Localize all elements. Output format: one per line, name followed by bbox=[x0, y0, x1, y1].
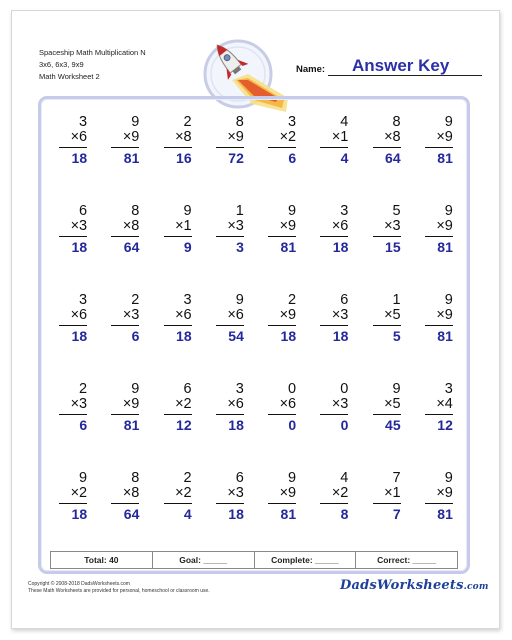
problem-multiplier: ×3 bbox=[216, 486, 244, 504]
problem-stack bbox=[268, 471, 296, 560]
problem-top: 8 bbox=[235, 114, 244, 130]
problem-stack bbox=[164, 382, 192, 471]
problem-answer: 18 bbox=[71, 506, 88, 522]
problem-multiplier: ×3 bbox=[111, 308, 139, 326]
name-field bbox=[296, 56, 486, 76]
problem-multiplier: ×5 bbox=[373, 308, 401, 326]
problem-stack bbox=[425, 204, 453, 293]
copyright-notice bbox=[28, 581, 210, 595]
problem-top: 6 bbox=[235, 470, 244, 486]
problem-stack bbox=[373, 115, 401, 204]
problem-stack bbox=[268, 293, 296, 382]
problem-top: 9 bbox=[444, 470, 453, 486]
problem bbox=[361, 382, 413, 471]
problem-answer: 18 bbox=[176, 328, 192, 344]
problem-answer: 8 bbox=[340, 506, 349, 522]
problem-stack bbox=[111, 115, 139, 204]
usage-line: These Math Worksheets are provided for personal, homeschool or classroom use. bbox=[28, 588, 210, 594]
problem bbox=[413, 471, 465, 560]
problem-top: 0 bbox=[288, 381, 297, 397]
score-bar bbox=[50, 551, 458, 569]
problem-answer: 4 bbox=[340, 150, 349, 166]
problem-answer: 18 bbox=[71, 150, 88, 166]
problem bbox=[361, 115, 413, 204]
problem-answer: 18 bbox=[228, 506, 244, 522]
problem-stack bbox=[320, 115, 348, 204]
problem-top: 9 bbox=[131, 114, 140, 130]
worksheet-facts: 3x6, 6x3, 9x9 bbox=[39, 60, 84, 69]
problem bbox=[99, 382, 151, 471]
problem bbox=[152, 382, 204, 471]
goal-cell: Goal: _____ bbox=[152, 552, 254, 568]
problem-stack bbox=[320, 293, 348, 382]
problem-top: 9 bbox=[444, 292, 453, 308]
problem-top: 6 bbox=[79, 203, 88, 219]
problem bbox=[413, 382, 465, 471]
problem-answer: 81 bbox=[280, 506, 297, 522]
problem-stack bbox=[59, 115, 87, 204]
problem-multiplier: ×2 bbox=[164, 486, 192, 504]
problem-answer: 0 bbox=[340, 417, 349, 433]
problem-top: 3 bbox=[340, 203, 349, 219]
problem bbox=[256, 115, 308, 204]
problem-answer: 12 bbox=[437, 417, 453, 433]
problem-answer: 7 bbox=[392, 506, 401, 522]
problem-top: 2 bbox=[79, 381, 88, 397]
problem bbox=[152, 204, 204, 293]
problem-top: 9 bbox=[288, 203, 297, 219]
problem-multiplier: ×8 bbox=[164, 130, 192, 148]
problem-multiplier: ×2 bbox=[268, 130, 296, 148]
problem bbox=[308, 204, 360, 293]
problems-box bbox=[38, 96, 470, 574]
problem-stack bbox=[425, 382, 453, 471]
problem-top: 6 bbox=[183, 381, 192, 397]
problem-top: 5 bbox=[392, 203, 401, 219]
problem-answer: 6 bbox=[131, 328, 140, 344]
problem-stack bbox=[373, 382, 401, 471]
problem bbox=[47, 204, 99, 293]
problem bbox=[308, 293, 360, 382]
problem-top: 2 bbox=[288, 292, 297, 308]
problem-top: 4 bbox=[340, 470, 349, 486]
problem bbox=[361, 204, 413, 293]
problem-top: 9 bbox=[392, 381, 401, 397]
problem-answer: 16 bbox=[176, 150, 192, 166]
problem bbox=[256, 382, 308, 471]
problem-stack bbox=[164, 115, 192, 204]
problem-stack bbox=[216, 115, 244, 204]
problem bbox=[152, 115, 204, 204]
problem-stack bbox=[59, 471, 87, 560]
problem-top: 2 bbox=[183, 114, 192, 130]
problem-multiplier: ×4 bbox=[425, 397, 453, 415]
problem-multiplier: ×6 bbox=[320, 219, 348, 237]
problem-multiplier: ×9 bbox=[268, 219, 296, 237]
problem-answer: 81 bbox=[123, 150, 140, 166]
problem-stack bbox=[425, 115, 453, 204]
problem-top: 3 bbox=[444, 381, 453, 397]
problem-answer: 81 bbox=[437, 150, 453, 166]
problem-top: 3 bbox=[288, 114, 297, 130]
problem-multiplier: ×3 bbox=[59, 397, 87, 415]
problem-top: 9 bbox=[288, 470, 297, 486]
problem-multiplier: ×8 bbox=[111, 219, 139, 237]
problem-top: 9 bbox=[444, 114, 453, 130]
problem-stack bbox=[59, 382, 87, 471]
problem-stack bbox=[320, 382, 348, 471]
problem bbox=[99, 115, 151, 204]
problem-answer: 5 bbox=[392, 328, 401, 344]
problem-multiplier: ×2 bbox=[164, 397, 192, 415]
problem-multiplier: ×5 bbox=[373, 397, 401, 415]
problem bbox=[152, 471, 204, 560]
problem-top: 2 bbox=[131, 292, 140, 308]
problem-answer: 54 bbox=[228, 328, 244, 344]
problem-multiplier: ×9 bbox=[111, 397, 139, 415]
problem-top: 4 bbox=[340, 114, 349, 130]
problem bbox=[99, 471, 151, 560]
problem bbox=[47, 471, 99, 560]
correct-cell: Correct: _____ bbox=[355, 552, 457, 568]
problem-answer: 81 bbox=[437, 328, 453, 344]
problem-top: 3 bbox=[79, 292, 88, 308]
problem-stack bbox=[373, 471, 401, 560]
problem-stack bbox=[216, 293, 244, 382]
problem-stack bbox=[111, 204, 139, 293]
problem-multiplier: ×6 bbox=[59, 130, 87, 148]
problem-answer: 81 bbox=[123, 417, 140, 433]
problem-multiplier: ×3 bbox=[320, 308, 348, 326]
problem-top: 3 bbox=[79, 114, 88, 130]
problem-stack bbox=[164, 204, 192, 293]
problem-answer: 4 bbox=[183, 506, 192, 522]
problem-answer: 3 bbox=[236, 239, 244, 255]
problem-top: 9 bbox=[131, 381, 140, 397]
problem bbox=[361, 471, 413, 560]
problem-answer: 15 bbox=[385, 239, 401, 255]
problem-stack bbox=[373, 293, 401, 382]
problem bbox=[413, 293, 465, 382]
problem-multiplier: ×1 bbox=[320, 130, 348, 148]
problem-answer: 64 bbox=[123, 239, 140, 255]
problem-multiplier: ×9 bbox=[268, 308, 296, 326]
problem-answer: 18 bbox=[71, 239, 88, 255]
problem-multiplier: ×3 bbox=[373, 219, 401, 237]
problem-top: 8 bbox=[131, 203, 140, 219]
problems-grid bbox=[47, 115, 465, 560]
problem bbox=[413, 204, 465, 293]
problem-answer: 18 bbox=[71, 328, 88, 344]
problem-multiplier: ×1 bbox=[373, 486, 401, 504]
problem-stack bbox=[164, 471, 192, 560]
problem-top: 8 bbox=[131, 470, 140, 486]
problem-stack bbox=[268, 382, 296, 471]
problem bbox=[413, 115, 465, 204]
problem-stack bbox=[111, 382, 139, 471]
problem-top: 3 bbox=[235, 381, 244, 397]
problem bbox=[256, 293, 308, 382]
problem-multiplier: ×9 bbox=[425, 219, 453, 237]
problem-top: 6 bbox=[340, 292, 349, 308]
problem-multiplier: ×6 bbox=[216, 397, 244, 415]
problem-multiplier: ×9 bbox=[425, 486, 453, 504]
problem-stack bbox=[111, 293, 139, 382]
problem-top: 1 bbox=[392, 292, 401, 308]
problem-stack bbox=[373, 204, 401, 293]
problem-multiplier: ×9 bbox=[111, 130, 139, 148]
worksheet-header bbox=[39, 47, 146, 83]
problem bbox=[99, 293, 151, 382]
problem-stack bbox=[216, 204, 244, 293]
problem bbox=[308, 382, 360, 471]
problem-stack bbox=[216, 471, 244, 560]
problem-multiplier: ×9 bbox=[425, 130, 453, 148]
problem-answer: 64 bbox=[123, 506, 140, 522]
problem bbox=[308, 471, 360, 560]
problem-multiplier: ×3 bbox=[216, 219, 244, 237]
problem-top: 7 bbox=[392, 470, 401, 486]
problem-multiplier: ×9 bbox=[425, 308, 453, 326]
problem-top: 0 bbox=[340, 381, 349, 397]
problem-stack bbox=[425, 293, 453, 382]
problem-answer: 18 bbox=[228, 417, 244, 433]
problem bbox=[308, 115, 360, 204]
copyright-line: Copyright © 2008-2018 DadsWorksheets.com bbox=[28, 581, 130, 587]
problem-answer: 0 bbox=[288, 417, 297, 433]
problem-top: 9 bbox=[235, 292, 244, 308]
problem bbox=[204, 293, 256, 382]
problem-multiplier: ×6 bbox=[216, 308, 244, 326]
problem-answer: 6 bbox=[288, 150, 297, 166]
total-cell: Total: 40 bbox=[84, 555, 119, 565]
problem-multiplier: ×6 bbox=[268, 397, 296, 415]
problem-top: 9 bbox=[444, 203, 453, 219]
problem-answer: 45 bbox=[385, 417, 401, 433]
problem-top: 9 bbox=[183, 203, 192, 219]
problem-answer: 64 bbox=[385, 150, 401, 166]
problem-multiplier: ×6 bbox=[59, 308, 87, 326]
problem-multiplier: ×9 bbox=[216, 130, 244, 148]
problem-top: 9 bbox=[79, 470, 88, 486]
problem-multiplier: ×9 bbox=[268, 486, 296, 504]
problem-multiplier: ×1 bbox=[164, 219, 192, 237]
problem-multiplier: ×2 bbox=[59, 486, 87, 504]
problem-answer: 81 bbox=[437, 239, 453, 255]
problem-answer: 18 bbox=[332, 239, 349, 255]
problem bbox=[361, 293, 413, 382]
problem bbox=[47, 382, 99, 471]
problem-multiplier: ×8 bbox=[373, 130, 401, 148]
logo-suffix: .com bbox=[463, 582, 489, 592]
problem-multiplier: ×8 bbox=[111, 486, 139, 504]
problem-multiplier: ×6 bbox=[164, 308, 192, 326]
problem bbox=[99, 204, 151, 293]
problem-answer: 6 bbox=[79, 417, 88, 433]
problem-stack bbox=[111, 471, 139, 560]
problem-answer: 9 bbox=[183, 239, 192, 255]
problem-stack bbox=[216, 382, 244, 471]
problem-answer: 72 bbox=[228, 150, 244, 166]
problem-top: 2 bbox=[183, 470, 192, 486]
problem bbox=[256, 471, 308, 560]
problem-stack bbox=[164, 293, 192, 382]
problem-multiplier: ×3 bbox=[320, 397, 348, 415]
problem-answer: 12 bbox=[176, 417, 192, 433]
problem bbox=[152, 293, 204, 382]
problem bbox=[256, 204, 308, 293]
problem-multiplier: ×3 bbox=[59, 219, 87, 237]
complete-cell: Complete: _____ bbox=[254, 552, 356, 568]
problem bbox=[204, 115, 256, 204]
dadsworksheets-logo[interactable] bbox=[340, 578, 489, 593]
problem-stack bbox=[268, 115, 296, 204]
problem bbox=[204, 471, 256, 560]
problem-answer: 81 bbox=[437, 506, 453, 522]
problem bbox=[47, 115, 99, 204]
problem-top: 1 bbox=[235, 203, 244, 219]
problem-stack bbox=[59, 293, 87, 382]
problem-answer: 18 bbox=[332, 328, 349, 344]
problem-top: 8 bbox=[392, 114, 401, 130]
logo-name: DadsWorksheets bbox=[340, 578, 464, 593]
problem-stack bbox=[59, 204, 87, 293]
problem-stack bbox=[320, 204, 348, 293]
problem-stack bbox=[320, 471, 348, 560]
worksheet-title: Spaceship Math Multiplication N bbox=[39, 48, 146, 57]
name-label: Name: bbox=[296, 64, 326, 75]
answer-key-label: Answer Key bbox=[352, 56, 450, 75]
problem-stack bbox=[425, 471, 453, 560]
problem bbox=[204, 204, 256, 293]
problem-top: 3 bbox=[183, 292, 192, 308]
problem-answer: 81 bbox=[280, 239, 297, 255]
problem bbox=[204, 382, 256, 471]
problem bbox=[47, 293, 99, 382]
worksheet-subtitle: Math Worksheet 2 bbox=[39, 72, 100, 81]
problem-stack bbox=[268, 204, 296, 293]
problem-multiplier: ×2 bbox=[320, 486, 348, 504]
problem-answer: 18 bbox=[280, 328, 297, 344]
